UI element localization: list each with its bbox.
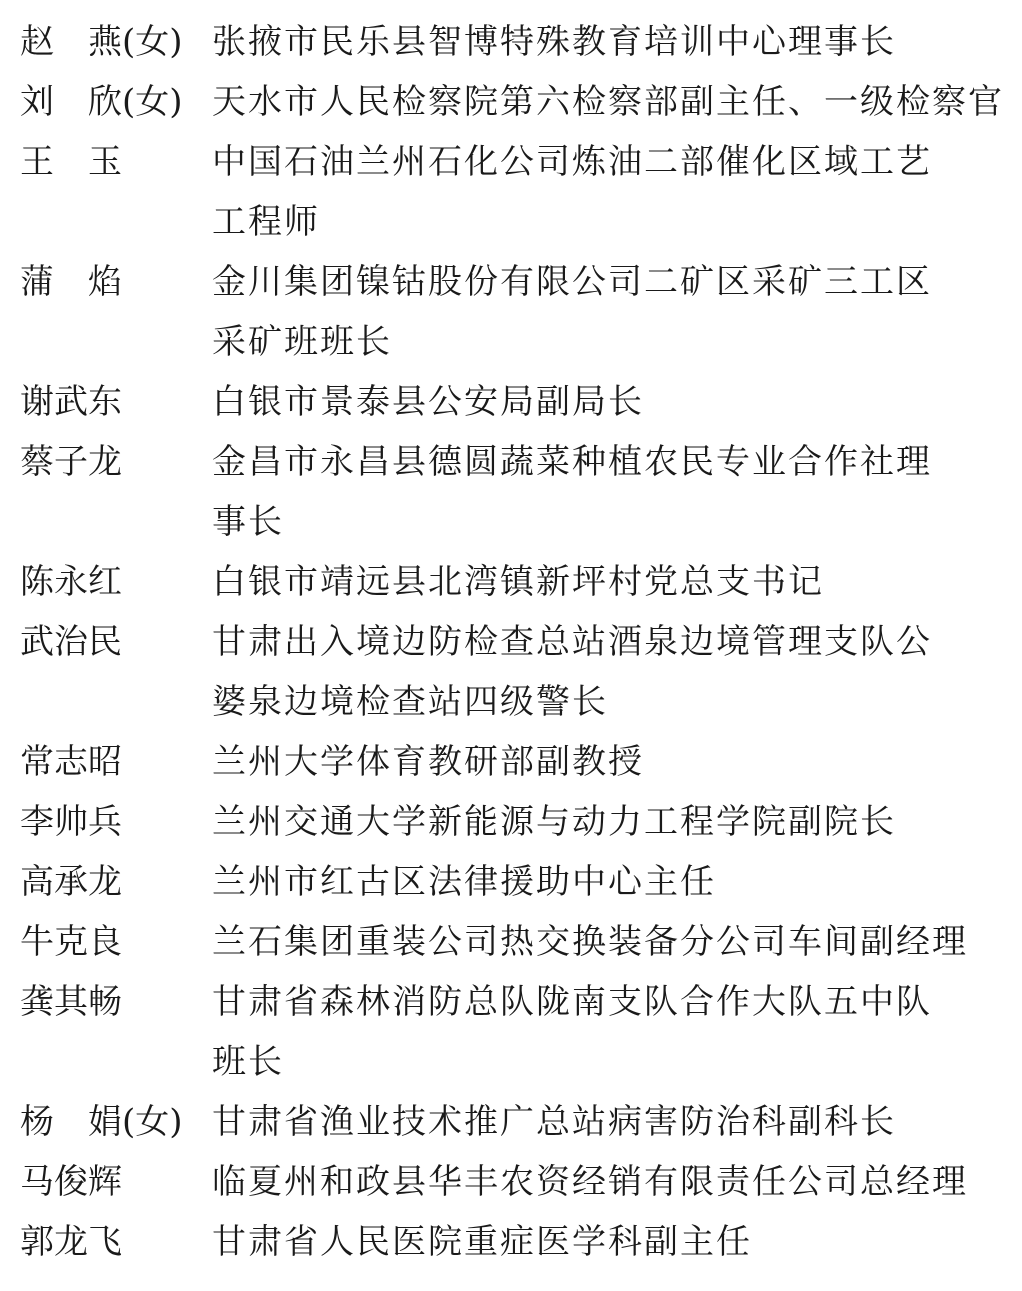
- position-line: 金川集团镍钴股份有限公司二矿区采矿三工区: [212, 262, 932, 302]
- person-name: 牛克良: [20, 922, 122, 962]
- person-name: 龚其畅: [20, 982, 122, 1022]
- list-item: [0, 552, 1022, 612]
- position-line: 事长: [212, 502, 284, 542]
- position-line: 金昌市永昌县德圆蔬菜种植农民专业合作社理: [212, 442, 932, 482]
- position-line: 甘肃省渔业技术推广总站病害防治科副科长: [212, 1102, 896, 1142]
- list-item: [0, 12, 1022, 72]
- position-line: 白银市景泰县公安局副局长: [212, 382, 644, 422]
- honoree-list: [0, 12, 1022, 1272]
- person-position: [212, 732, 982, 792]
- position-line: 临夏州和政县华丰农资经销有限责任公司总经理: [212, 1162, 968, 1202]
- person-name: 武治民: [20, 622, 122, 662]
- person-name: 谢武东: [20, 382, 122, 422]
- person-name: 蔡子龙: [20, 442, 122, 482]
- list-item: [0, 72, 1022, 132]
- list-item: [0, 1152, 1022, 1212]
- list-item: [0, 792, 1022, 852]
- person-position: [212, 432, 982, 552]
- position-line: 工程师: [212, 202, 320, 242]
- position-line: 天水市人民检察院第六检察部副主任、一级检察官: [212, 82, 1004, 122]
- position-line: 中国石油兰州石化公司炼油二部催化区域工艺: [212, 142, 932, 182]
- position-line: 兰州市红古区法律援助中心主任: [212, 862, 716, 902]
- person-position: [212, 792, 982, 852]
- person-position: [212, 72, 1004, 132]
- person-name: 杨 娟(女): [20, 1102, 183, 1142]
- person-position: [212, 552, 982, 612]
- position-line: 甘肃出入境边防检查总站酒泉边境管理支队公: [212, 622, 932, 662]
- position-line: 兰石集团重装公司热交换装备分公司车间副经理: [212, 922, 968, 962]
- list-item: [0, 852, 1022, 912]
- person-position: [212, 612, 982, 732]
- position-line: 兰州大学体育教研部副教授: [212, 742, 644, 782]
- person-position: [212, 1212, 982, 1272]
- list-item: [0, 1092, 1022, 1152]
- list-item: [0, 732, 1022, 792]
- person-position: [212, 12, 982, 72]
- person-name: 高承龙: [20, 862, 122, 902]
- position-line: 甘肃省人民医院重症医学科副主任: [212, 1222, 752, 1262]
- position-line: 甘肃省森林消防总队陇南支队合作大队五中队: [212, 982, 932, 1022]
- position-line: 兰州交通大学新能源与动力工程学院副院长: [212, 802, 896, 842]
- person-position: [212, 252, 982, 372]
- person-name: 蒲 焰: [20, 262, 122, 302]
- person-name: 赵 燕(女): [20, 22, 183, 62]
- person-position: [212, 852, 982, 912]
- person-position: [212, 132, 982, 252]
- person-name: 李帅兵: [20, 802, 122, 842]
- list-item: [0, 972, 1022, 1092]
- person-name: 王 玉: [20, 142, 122, 182]
- person-position: [212, 372, 982, 432]
- position-line: 班长: [212, 1042, 284, 1082]
- list-item: [0, 1212, 1022, 1272]
- position-line: 采矿班班长: [212, 322, 392, 362]
- person-name: 郭龙飞: [20, 1222, 122, 1262]
- person-name: 常志昭: [20, 742, 122, 782]
- person-position: [212, 1152, 982, 1212]
- position-line: 张掖市民乐县智博特殊教育培训中心理事长: [212, 22, 896, 62]
- list-item: [0, 912, 1022, 972]
- list-item: [0, 612, 1022, 732]
- person-name: 刘 欣(女): [20, 82, 183, 122]
- person-name: 陈永红: [20, 562, 122, 602]
- list-item: [0, 132, 1022, 252]
- list-item: [0, 372, 1022, 432]
- person-position: [212, 1092, 982, 1152]
- person-name: 马俊辉: [20, 1162, 122, 1202]
- list-item: [0, 252, 1022, 372]
- person-position: [212, 912, 982, 972]
- person-position: [212, 972, 982, 1092]
- position-line: 婆泉边境检查站四级警长: [212, 682, 608, 722]
- list-item: [0, 432, 1022, 552]
- position-line: 白银市靖远县北湾镇新坪村党总支书记: [212, 562, 824, 602]
